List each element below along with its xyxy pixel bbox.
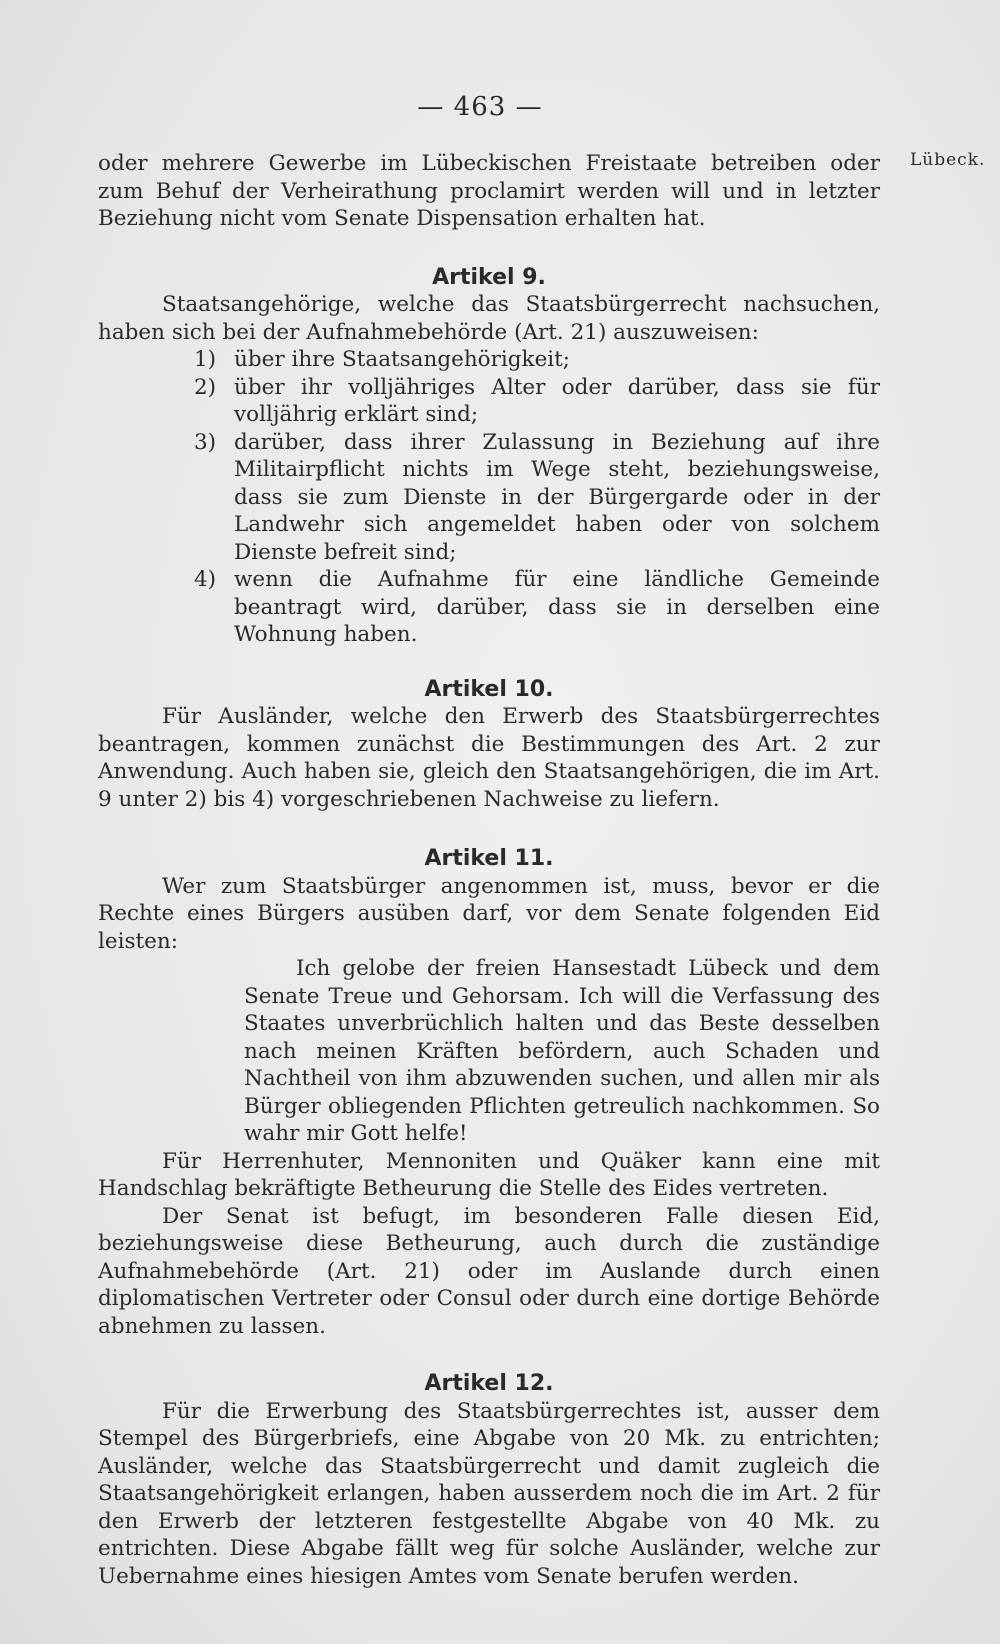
article-9-heading: Artikel 9. (432, 264, 546, 290)
article-9-list (98, 346, 880, 649)
article-11-heading: Artikel 11. (424, 846, 554, 871)
page-number: — 463 — (417, 92, 543, 122)
article-11-para-2: Für Herrenhuter, Mennoniten und Quäker kann eine mit Handschlag bekräftigte Betheurung die Stelle des Eides vertreten. (98, 1148, 880, 1201)
margin-note: Lübeck. (910, 150, 986, 170)
list-item: 1) über ihre Staatsangehörigkeit; (194, 347, 571, 372)
list-item: 2) über ihr volljähriges Alter oder darüber, dass sie für volljährig erklärt sind; (194, 374, 880, 427)
opening-paragraph: oder mehrere Gewerbe im Lübeckischen Freistaate betreiben oder zum Behuf der Verheirathung proclamirt werden will und in letzter Beziehung nicht vom Senate Dispensation erhalten hat. (98, 151, 880, 231)
list-item: 4) wenn die Aufnahme für eine ländliche Gemeinde beantragt wird, darüber, dass sie in derselben eine Wohnung haben. (194, 567, 880, 647)
article-10-heading: Artikel 10. (424, 676, 554, 702)
article-9-intro: Staatsangehörige, welche das Staatsbürgerrecht nachsuchen, haben sich bei der Aufnahmebehörde (Art. 21) auszuweisen: (98, 292, 880, 345)
article-12-heading: Artikel 12. (424, 1371, 554, 1396)
oath-text: Ich gelobe der freien Hansestadt Lübeck und dem Senate Treue und Gehorsam. Ich will die Verfassung des Staates unverbrüchlich halten und das Beste desselben nach meinen Kräften befördern, auch Schaden und Nachtheil von ihm abzuwenden suchen, und allen mir als Bürger obliegenden Pflichten getreulich nachkommen. So wahr mir Gott helfe! (244, 956, 880, 1146)
body-text (98, 150, 880, 1590)
article-10-text: Für Ausländer, welche den Erwerb des Staatsbürgerrechtes beantragen, kommen zunächst die Bestimmungen des Art. 2 zur Anwendung. Auch haben sie, gleich den Staatsangehörigen, die im Art. 9 unter 2) bis 4) vorgeschriebenen Nachweise zu liefern. (98, 704, 880, 812)
article-11-para-3: Der Senat ist befugt, im besonderen Falle diesen Eid, beziehungsweise diese Betheurung, auch durch die zuständige Aufnahmebehörde (Art. 21) oder im Auslande durch einen diplomatischen Vertreter oder Consul oder durch eine dortige Behörde abnehmen zu lassen. (98, 1203, 880, 1339)
list-item: 3) darüber, dass ihrer Zulassung in Beziehung auf ihre Militairpflicht nichts im Wege steht, beziehungsweise, dass sie zum Dienste in der Bürgergarde oder in der Landwehr sich angemeldet haben oder von solchem Dienste befreit sind; (194, 429, 880, 565)
article-12-text: Für die Erwerbung des Staatsbürgerrechtes ist, ausser dem Stempel des Bürgerbriefs, eine Abgabe von 20 Mk. zu entrichten; Ausländer, welche das Staatsbürgerrecht und damit zugleich die Staatsangehörigkeit erlangen, haben ausserdem noch die im Art. 2 für den Erwerb der letzteren festgestellte Abgabe von 40 Mk. zu entrichten. Diese Abgabe fällt weg für solche Ausländer, welche zur Uebernahme eines hiesigen Amtes vom Senate berufen werden. (98, 1398, 880, 1589)
article-11-intro: Wer zum Staatsbürger angenommen ist, muss, bevor er die Rechte eines Bürgers ausüben darf, vor dem Senate folgenden Eid leisten: (98, 873, 880, 954)
